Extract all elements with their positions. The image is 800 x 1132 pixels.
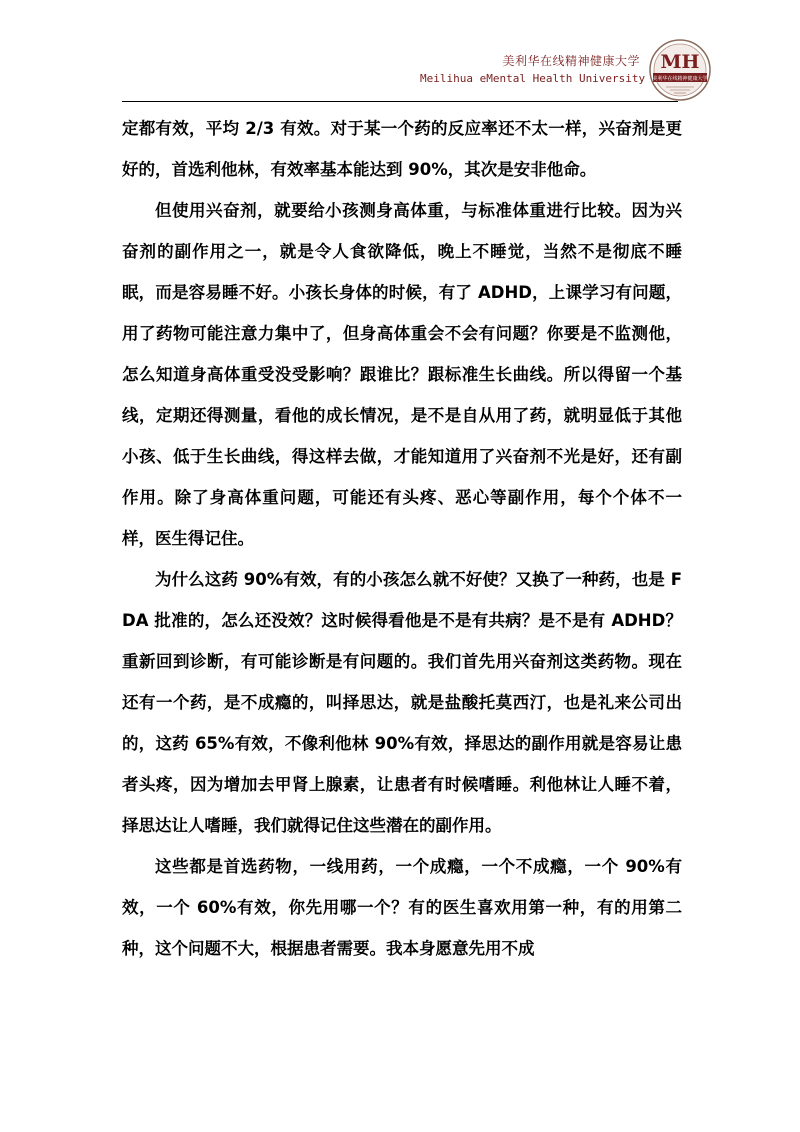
page-body	[122, 108, 682, 969]
seal-initials: MH	[660, 51, 700, 73]
paragraph-4: 这些都是首选药物，一线用药，一个成瘾，一个不成瘾，一个 90%有效，一个 60%有效，你先用哪一个？有的医生喜欢用第一种，有的用第二种，这个问题不大，根据患者需要。我本身愿意先用不成	[122, 857, 682, 958]
header-divider	[122, 101, 678, 102]
seal-tagline: 美利华在线精神健康大学	[652, 76, 708, 82]
page-header	[0, 0, 800, 105]
paragraph-1: 定都有效，平均 2/3 有效。对于某一个药的反应率还不太一样，兴奋剂是更好的，首选利他林，有效率基本能达到 90%，其次是安非他命。	[122, 119, 682, 179]
university-name-en: Meilihua eMental Health University	[420, 72, 646, 85]
paragraph-2: 但使用兴奋剂，就要给小孩测身高体重，与标准体重进行比较。因为兴奋剂的副作用之一，就是令人食欲降低，晚上不睡觉，当然不是彻底不睡眠，而是容易睡不好。小孩长身体的时候，有了 ADHD，上课学习有问题，用了药物可能注意力集中了，但身高体重会不会有问题？你要是不监测他，怎么知道身高体重受没受影响？跟谁比？跟标准生长曲线。所以得留一个基线，定期还得测量，看他的成长情况，是不是自从用了药，就明显低于其他小孩、低于生长曲线，得这样去做，才能知道用了兴奋剂不光是好，还有副作用。除了身高体重问题，可能还有头疼、恶心等副作用，每个个体不一样，医生得记住。	[122, 201, 682, 548]
paragraph-3: 为什么这药 90%有效，有的小孩怎么就不好使？又换了一种药，也是 FDA 批准的，怎么还没效？这时候得看他是不是有共病？是不是有 ADHD？重新回到诊断，有可能诊断是有问题的。我们首先用兴奋剂这类药物。现在还有一个药，是不成瘾的，叫择思达，就是盐酸托莫西汀，也是礼来公司出的，这药 65%有效，不像利他林 90%有效，择思达的副作用就是容易让患者头疼，因为增加去甲肾上腺素，让患者有时候嗜睡。利他林让人睡不着，择思达让人嗜睡，我们就得记住这些潜在的副作用。	[122, 570, 682, 835]
university-name-cn: 美利华在线精神健康大学	[502, 54, 640, 68]
university-seal-icon	[648, 38, 712, 102]
